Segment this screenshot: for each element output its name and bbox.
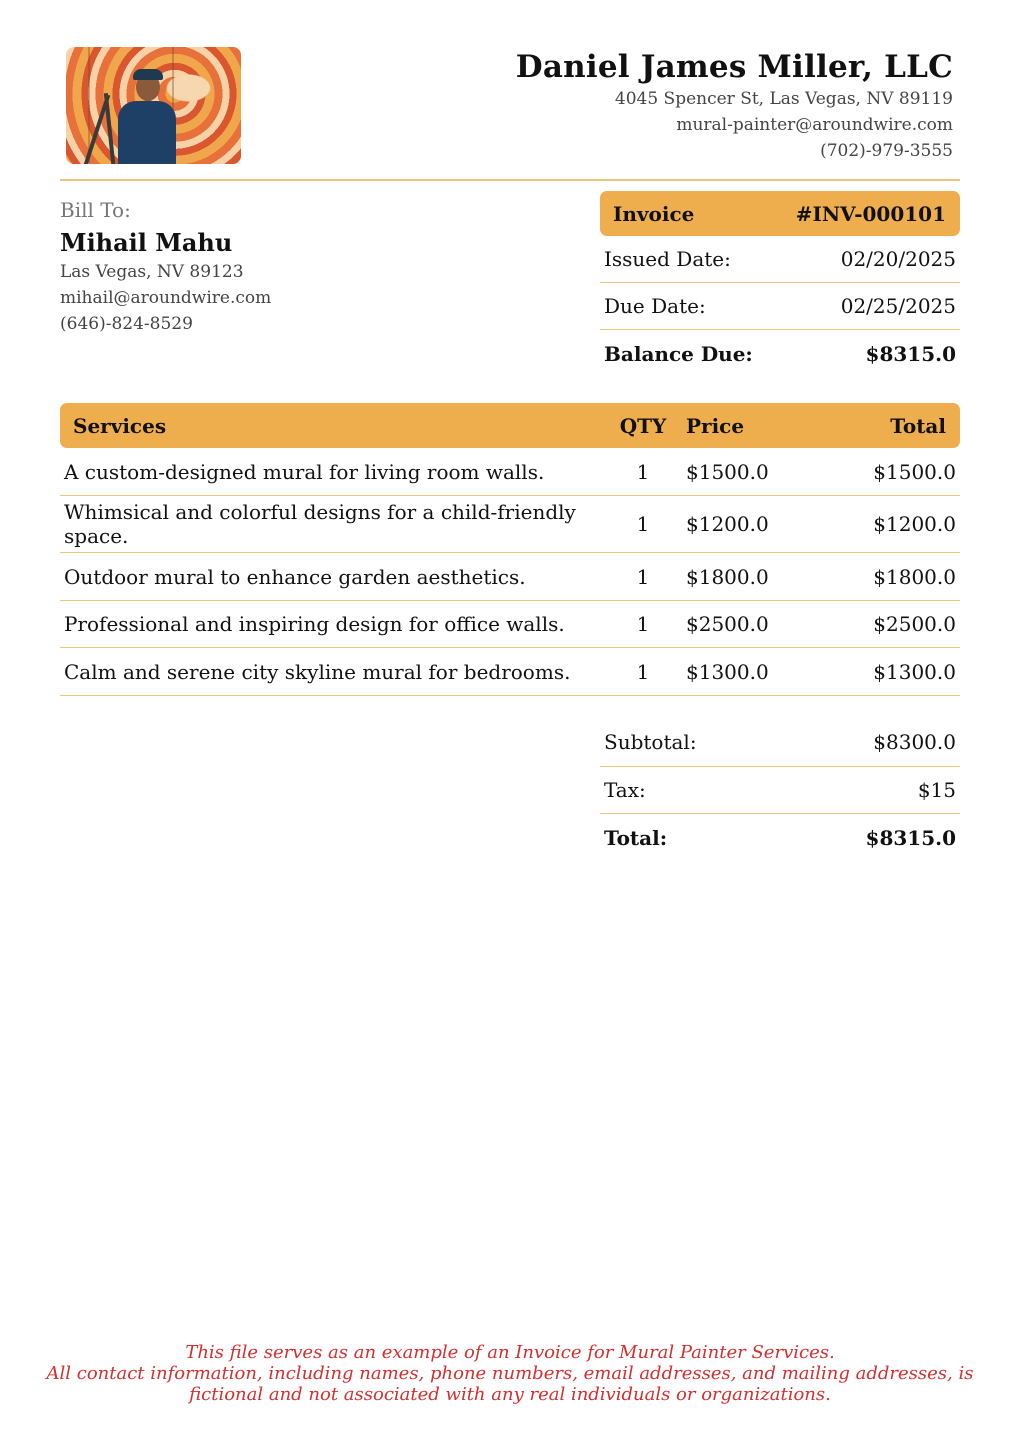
company-email[interactable]: mural-painter@aroundwire.com <box>676 115 953 135</box>
header-qty: QTY <box>619 413 667 438</box>
tax-row <box>600 767 960 815</box>
service-total: $1200.0 <box>873 512 956 536</box>
invoice-number: #INV-000101 <box>795 201 946 226</box>
client-name: Mihail Mahu <box>60 228 233 257</box>
company-name: Daniel James Miller, LLC <box>515 49 953 85</box>
company-photo <box>66 47 241 164</box>
services-table-header <box>60 403 960 448</box>
total-row <box>600 814 960 862</box>
disclaimer-line: This file serves as an example of an Invoice for Mural Painter Services. <box>185 1342 835 1363</box>
table-row <box>60 601 960 648</box>
service-total: $1800.0 <box>873 564 956 589</box>
ladder-shape <box>104 93 116 164</box>
disclaimer-line: fictional and not associated with any real individuals or organizations. <box>189 1384 831 1405</box>
table-row <box>60 496 960 553</box>
service-price: $1300.0 <box>686 659 769 684</box>
service-qty: 1 <box>636 512 650 536</box>
service-qty: 1 <box>636 659 650 684</box>
painter-cap <box>133 69 163 80</box>
table-row <box>60 553 960 601</box>
subtotal-row <box>600 719 960 767</box>
subtotal-value: $8300.0 <box>873 730 956 755</box>
service-qty: 1 <box>636 564 650 589</box>
issued-date-value: 02/20/2025 <box>840 247 956 271</box>
bill-to-label: Bill To: <box>60 198 131 222</box>
header-price: Price <box>686 413 745 438</box>
service-price: $1800.0 <box>686 564 769 589</box>
service-total: $1500.0 <box>873 459 956 484</box>
tax-label: Tax: <box>604 777 646 802</box>
header-divider <box>60 179 960 181</box>
service-qty: 1 <box>636 459 650 484</box>
disclaimer-line: All contact information, including names, phone numbers, email addresses, and mailing addresses, is <box>46 1363 974 1384</box>
client-phone: (646)-824-8529 <box>60 314 193 334</box>
disclaimer-footer <box>0 1342 1020 1405</box>
issued-date-row <box>600 236 960 283</box>
due-date-label: Due Date: <box>604 294 706 318</box>
service-description: Whimsical and colorful designs for a child-friendly space. <box>64 500 576 548</box>
service-total: $2500.0 <box>873 612 956 636</box>
subtotal-label: Subtotal: <box>604 730 697 755</box>
tax-value: $15 <box>917 777 956 802</box>
total-label: Total: <box>604 825 668 850</box>
service-price: $1500.0 <box>686 459 769 484</box>
client-email[interactable]: mihail@aroundwire.com <box>60 288 272 308</box>
header-total: Total <box>890 413 946 438</box>
table-row <box>60 448 960 496</box>
service-description: Professional and inspiring design for office walls. <box>64 612 565 636</box>
invoice-summary <box>600 191 960 377</box>
header-services: Services <box>73 413 167 438</box>
painter-figure <box>118 101 176 164</box>
invoice-header <box>600 191 960 236</box>
due-date-row <box>600 283 960 330</box>
balance-due-value: $8315.0 <box>865 341 956 366</box>
service-description: Outdoor mural to enhance garden aesthetics. <box>64 564 526 589</box>
service-price: $1200.0 <box>686 512 769 536</box>
invoice-label: Invoice <box>613 201 695 226</box>
service-description: Calm and serene city skyline mural for bedrooms. <box>64 659 571 684</box>
issued-date-label: Issued Date: <box>604 247 731 271</box>
company-info <box>516 48 953 164</box>
service-total: $1300.0 <box>873 659 956 684</box>
table-row <box>60 648 960 696</box>
balance-due-label: Balance Due: <box>604 341 753 366</box>
total-value: $8315.0 <box>865 825 956 850</box>
client-address: Las Vegas, NV 89123 <box>60 262 244 282</box>
services-table <box>60 403 960 696</box>
service-description: A custom-designed mural for living room walls. <box>64 459 545 484</box>
due-date-value: 02/25/2025 <box>840 294 956 318</box>
service-qty: 1 <box>636 612 650 636</box>
service-price: $2500.0 <box>686 612 769 636</box>
totals-block <box>600 719 960 862</box>
company-phone: (702)-979-3555 <box>820 141 953 161</box>
company-address: 4045 Spencer St, Las Vegas, NV 89119 <box>614 89 953 109</box>
bill-to-block <box>60 197 271 337</box>
balance-due-row <box>600 330 960 377</box>
